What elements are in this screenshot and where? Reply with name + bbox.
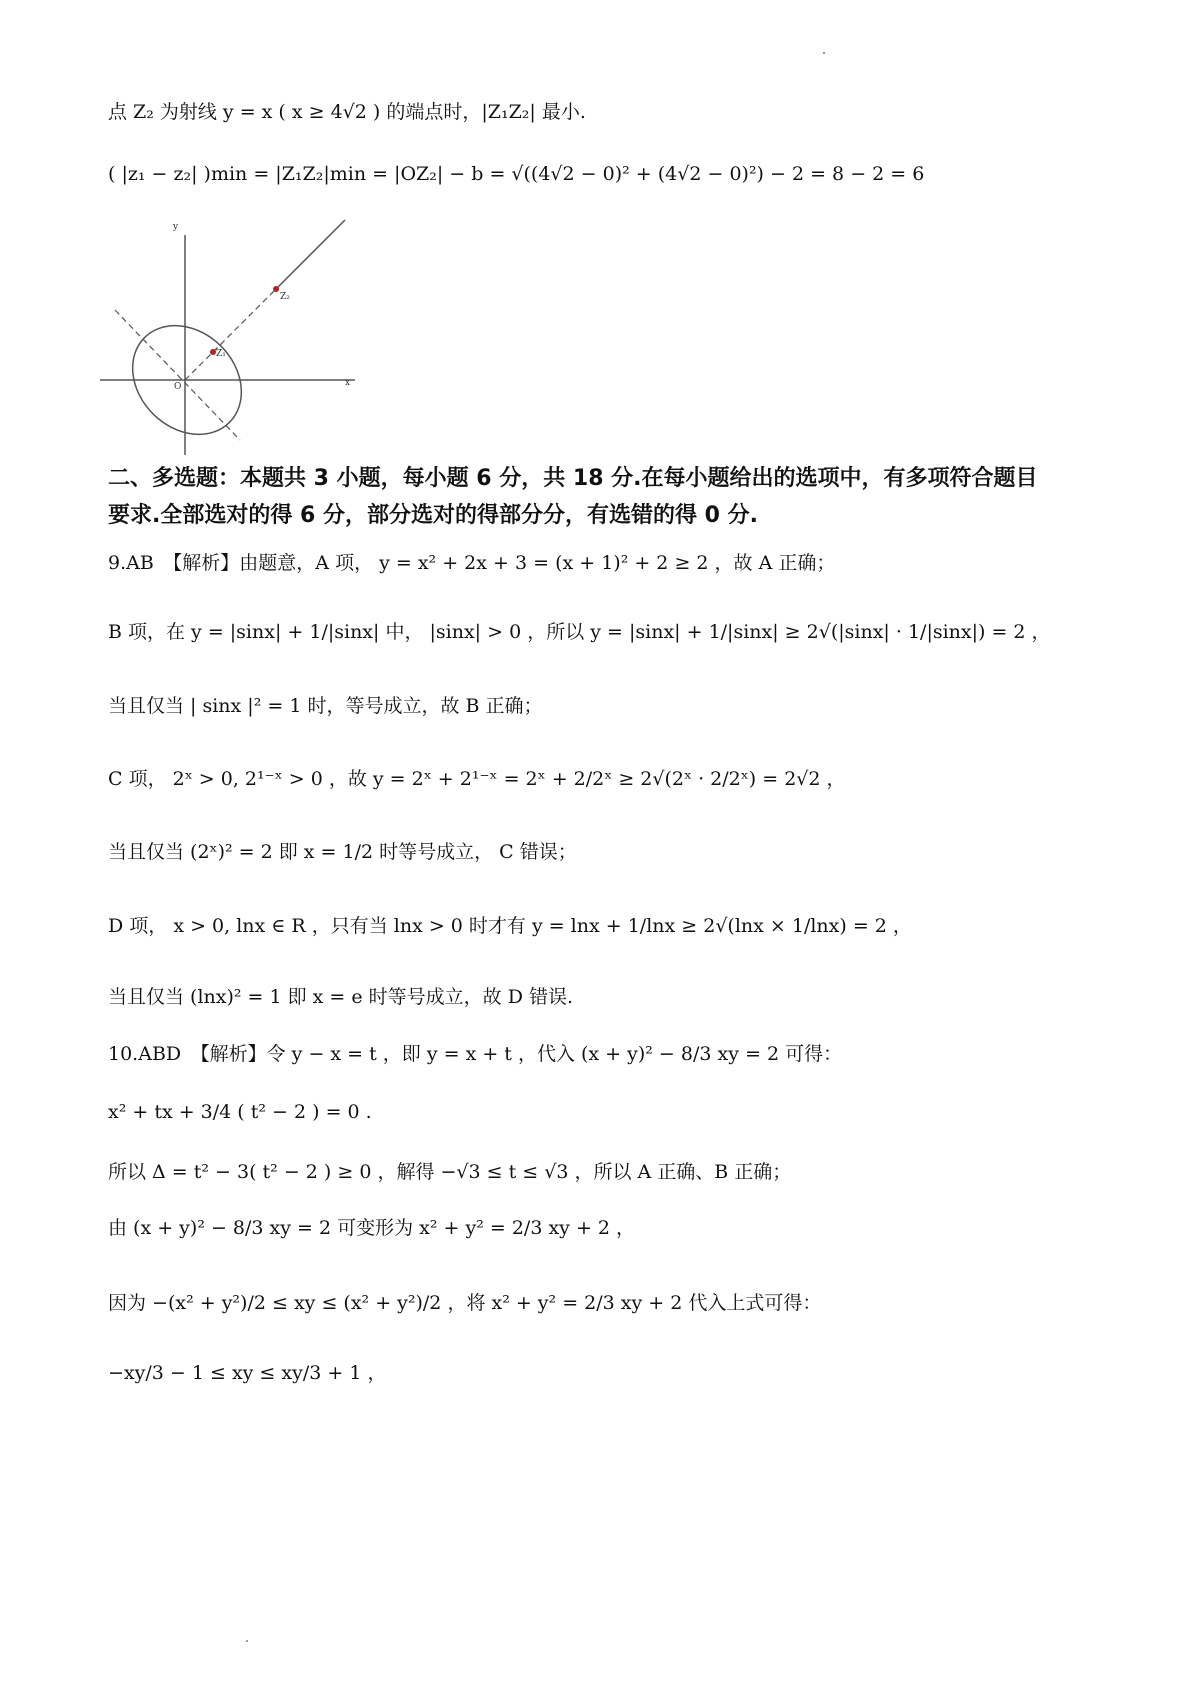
ray-line: [275, 220, 345, 290]
text-line-z2-ray: 点 Z₂ 为射线 y = x ( x ≥ 4√2 ) 的端点时，|Z₁Z₂| 最小.: [108, 101, 586, 123]
q9-line-f: D 项， x > 0, lnx ∈ R ，只有当 lnx > 0 时才有 y = lnx + 1/lnx ≥ 2√(lnx × 1/lnx) = 2 ，: [108, 915, 912, 937]
q9-line-c: 当且仅当 | sinx |² = 1 时，等号成立，故 B 正确；: [108, 695, 543, 717]
section-heading-line1: 二、多选题：本题共 3 小题，每小题 6 分，共 18 分.在每小题给出的选项中，有多项符合题目: [108, 466, 1038, 491]
scan-speck-top: [823, 52, 825, 54]
scan-speck-bottom: [246, 1640, 248, 1642]
y-axis-label: y: [173, 222, 179, 232]
point-z2: [273, 286, 279, 292]
q10-line-e: 因为 −(x² + y²)/2 ≤ xy ≤ (x² + y²)/2 ，将 x² + y² = 2/3 xy + 2 代入上式可得：: [108, 1292, 822, 1314]
q10-line-b: x² + tx + 3/4 ( t² − 2 ) = 0 .: [108, 1101, 372, 1123]
figure-svg: [100, 222, 400, 495]
origin-label: O: [174, 382, 182, 392]
q9-line-a: 9.AB 【解析】由题意，A 项， y = x² + 2x + 3 = (x + 1)² + 2 ≥ 2 ，故 A 正确；: [108, 552, 836, 574]
text-line-min-distance: ( |z₁ − z₂| )min = |Z₁Z₂|min = |OZ₂| − b = √((4√2 − 0)² + (4√2 − 0)²) − 2 = 8 − 2 = 6: [108, 163, 925, 185]
x-axis-label: x: [345, 378, 351, 388]
q9-line-d: C 项， 2ˣ > 0, 2¹⁻ˣ > 0 ，故 y = 2ˣ + 2¹⁻ˣ = 2ˣ + 2/2ˣ ≥ 2√(2ˣ · 2/2ˣ) = 2√2 ，: [108, 768, 846, 790]
z2-label: Z₂: [280, 292, 290, 302]
dashed-ray-segment: [185, 290, 275, 380]
z1-label: Z₁: [216, 349, 226, 359]
q9-line-g: 当且仅当 (lnx)² = 1 即 x = e 时等号成立，故 D 错误.: [108, 986, 574, 1008]
q10-line-c: 所以 Δ = t² − 3( t² − 2 ) ≥ 0 ，解得 −√3 ≤ t ≤ √3 ，所以 A 正确、B 正确；: [108, 1161, 792, 1183]
q10-line-d: 由 (x + y)² − 8/3 xy = 2 可变形为 x² + y² = 2/3 xy + 2 ，: [108, 1217, 636, 1239]
q9-line-e: 当且仅当 (2ˣ)² = 2 即 x = 1/2 时等号成立， C 错误；: [108, 841, 577, 863]
q10-line-f: −xy/3 − 1 ≤ xy ≤ xy/3 + 1 ，: [108, 1362, 387, 1384]
section-heading-line2: 要求.全部选对的得 6 分，部分选对的得部分分，有选错的得 0 分.: [108, 503, 758, 528]
coordinate-figure: [100, 222, 400, 495]
q10-line-a: 10.ABD 【解析】令 y − x = t ，即 y = x + t ，代入 (x + y)² − 8/3 xy = 2 可得：: [108, 1043, 843, 1065]
q9-line-b: B 项，在 y = |sinx| + 1/|sinx| 中， |sinx| > 0 ，所以 y = |sinx| + 1/|sinx| ≥ 2√(|sinx| · 1/|sinx|) = 2 ，: [108, 621, 1051, 643]
